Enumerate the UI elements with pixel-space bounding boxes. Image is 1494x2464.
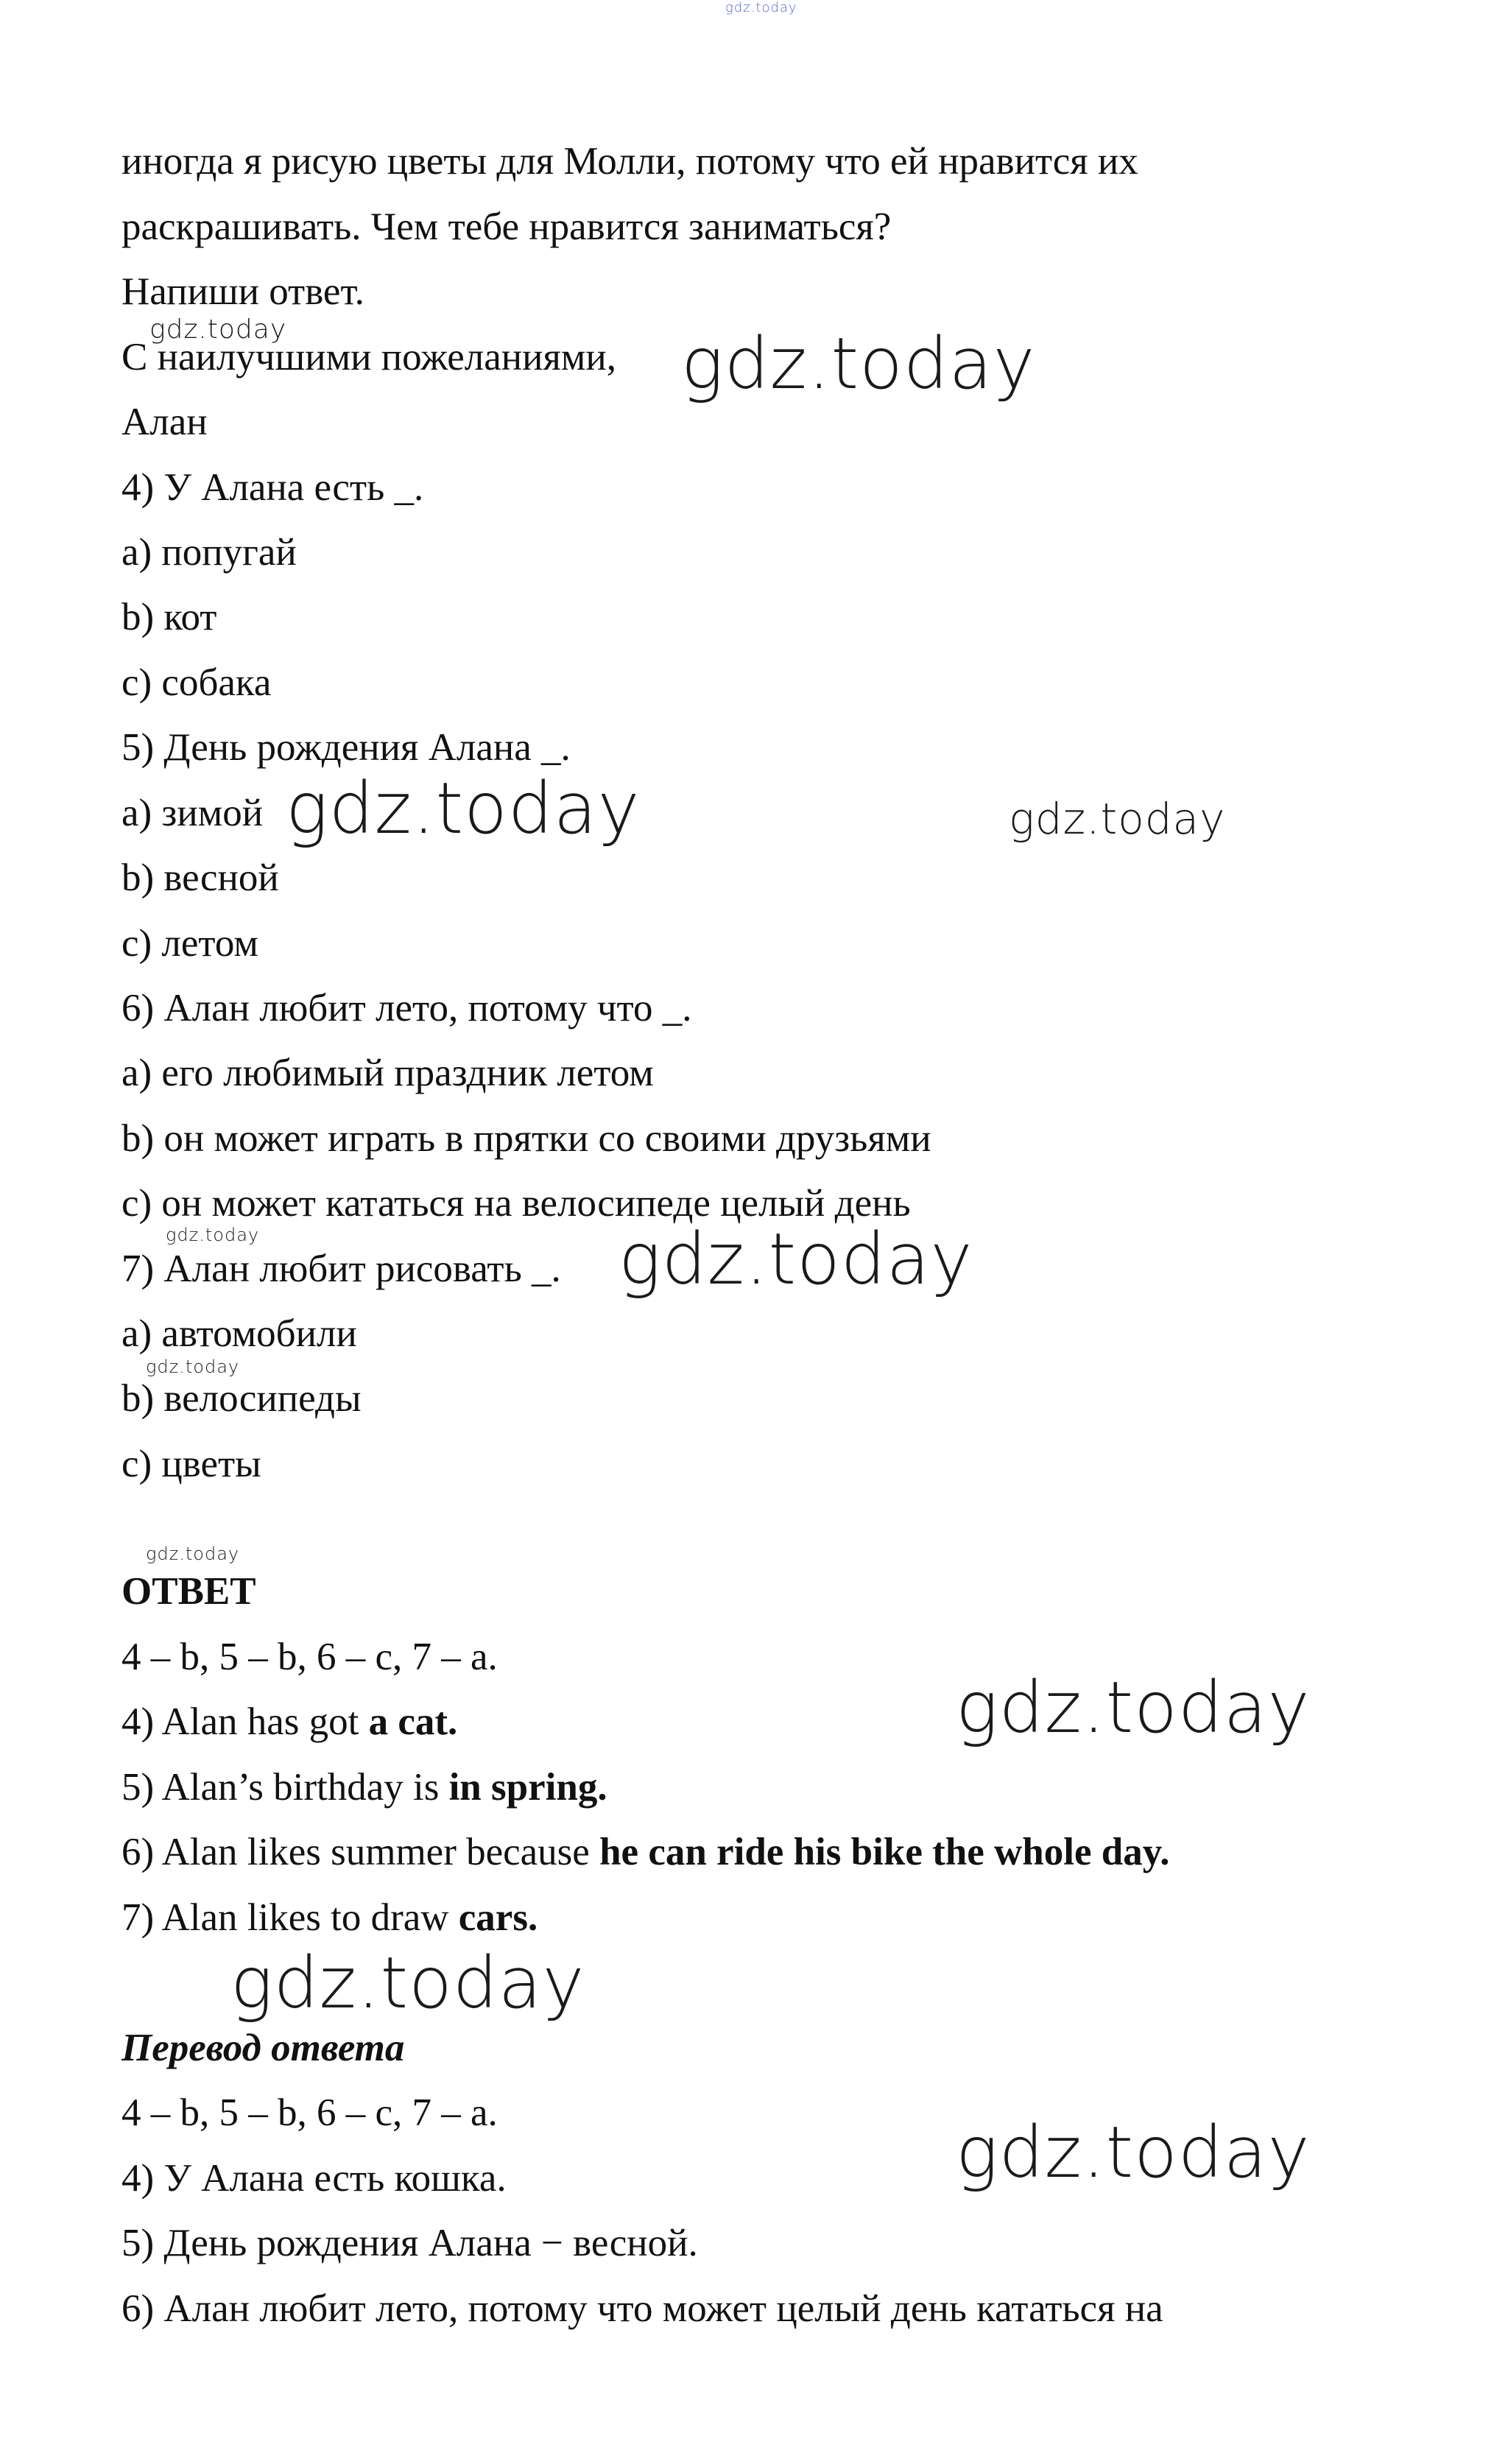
- question-6: 6) Алан любит лето, потому что _.: [121, 987, 692, 1029]
- option: a) зимой: [121, 792, 264, 834]
- option: b) он может играть в прятки со своими друзьями: [121, 1117, 931, 1160]
- translation-line: 5) День рождения Алана − весной.: [121, 2222, 698, 2264]
- watermark: gdz.today: [681, 323, 1036, 405]
- answer-text: 4) Alan has got: [121, 1700, 369, 1743]
- question-5: 5) День рождения Алана _.: [121, 726, 571, 769]
- answer-text: 5) Alan’s birthday is: [121, 1766, 449, 1809]
- answer-bold: a cat.: [368, 1700, 458, 1743]
- option: a) автомобили: [121, 1312, 357, 1355]
- watermark: gdz.today: [956, 2111, 1311, 2194]
- answer-item: [121, 1894, 538, 1941]
- watermark: gdz.today: [146, 1543, 240, 1564]
- question-4: 4) У Алана есть _.: [121, 466, 424, 509]
- watermark: gdz.today: [1009, 794, 1226, 844]
- answer-text: 6) Alan likes summer because: [121, 1831, 600, 1873]
- watermark: gdz.today: [166, 1225, 260, 1245]
- answer-heading: ОТВЕТ: [121, 1570, 256, 1613]
- text-line: иногда я рисую цветы для Молли, потому что ей нравится их: [121, 140, 1138, 183]
- translation-line: 4) У Алана есть кошка.: [121, 2157, 507, 2200]
- option: a) его любимый праздник летом: [121, 1052, 654, 1094]
- option: c) он может кататься на велосипеде целый день: [121, 1182, 911, 1225]
- answer-bold: he can ride his bike the whole day.: [599, 1831, 1170, 1873]
- option: c) собака: [121, 661, 272, 704]
- text-line: Напиши ответ.: [121, 270, 364, 313]
- answer-key: 4 – b, 5 – b, 6 – c, 7 – a.: [121, 1636, 498, 1678]
- answer-bold: cars.: [458, 1896, 538, 1939]
- option: c) летом: [121, 922, 258, 965]
- text-line: раскрашивать. Чем тебе нравится заниматься?: [121, 205, 892, 248]
- answer-item: [121, 1828, 1170, 1876]
- option: a) попугай: [121, 531, 297, 574]
- answer-bold: in spring.: [448, 1766, 607, 1809]
- watermark: gdz.today: [149, 314, 287, 345]
- option: c) цветы: [121, 1443, 261, 1485]
- answer-text: 7) Alan likes to draw: [121, 1896, 459, 1939]
- watermark: gdz.today: [286, 767, 641, 850]
- question-7: 7) Алан любит рисовать _.: [121, 1247, 561, 1290]
- option: b) кот: [121, 596, 217, 638]
- watermark: gdz.today: [146, 1356, 240, 1377]
- text-line: С наилучшими пожеланиями,: [121, 336, 616, 379]
- translation-heading: Перевод ответа: [121, 2027, 405, 2069]
- watermark: gdz.today: [230, 1942, 585, 2024]
- watermark-top: gdz.today: [725, 0, 797, 15]
- option: b) весной: [121, 856, 279, 899]
- answer-item: [121, 1764, 607, 1811]
- translation-key: 4 – b, 5 – b, 6 – c, 7 – a.: [121, 2091, 498, 2134]
- watermark: gdz.today: [956, 1666, 1311, 1749]
- answer-item: [121, 1698, 457, 1745]
- translation-line: 6) Алан любит лето, потому что может целый день кататься на: [121, 2287, 1163, 2330]
- option: b) велосипеды: [121, 1377, 362, 1420]
- text-line: Алан: [121, 401, 208, 443]
- watermark: gdz.today: [619, 1218, 973, 1300]
